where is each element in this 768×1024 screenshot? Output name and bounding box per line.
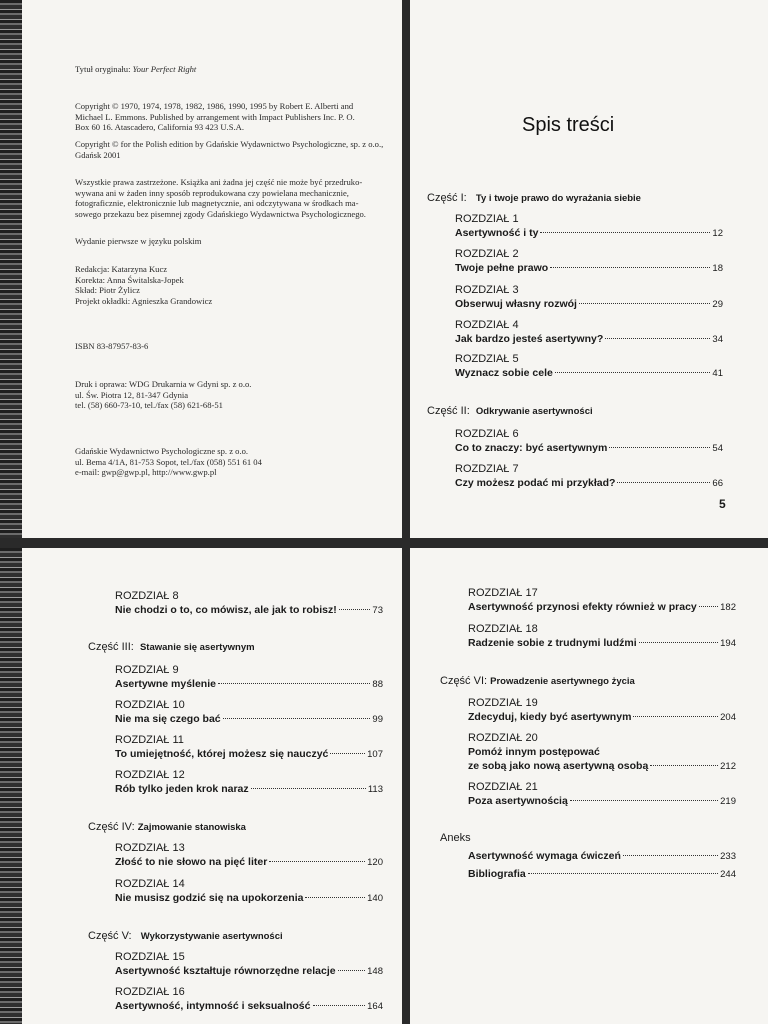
toc-entry[interactable]: ROZDZIAŁ 11 To umiejętność, której możesz się nauczyć 107 <box>115 734 383 760</box>
part-heading: Część I: Ty i twoje prawo do wyrażania siebie <box>427 192 641 204</box>
toc-entry[interactable]: ROZDZIAŁ 9 Asertywne myślenie 88 <box>115 664 383 690</box>
isbn: ISBN 83-87957-83-6 <box>75 341 149 351</box>
toc-entry[interactable]: ROZDZIAŁ 6 Co to znaczy: być asertywnym 54 <box>455 428 723 454</box>
part-heading: Część V: Wykorzystywanie asertywności <box>88 930 283 942</box>
credits: Redakcja: Katarzyna Kucz Korekta: Anna Świtalska-Jopek Skład: Piotr Żylicz Projekt okładki: Agnieszka Grandowicz <box>75 264 213 306</box>
toc-page-2 <box>0 548 402 1024</box>
toc-entry[interactable]: ROZDZIAŁ 12 Rób tylko jeden krok naraz 113 <box>115 769 383 795</box>
copyright-notice: Copyright © 1970, 1974, 1978, 1982, 1986, 1990, 1995 by Robert E. Alberti and Michael L. Emmons. Published by arrangement with Impact Publishers Inc. P. O. Box 60 16. Atascadero, California 93 423 U.S.A. <box>75 101 355 132</box>
copyright-page <box>0 0 402 538</box>
toc-entry[interactable]: ROZDZIAŁ 5 Wyznacz sobie cele 41 <box>455 353 723 379</box>
toc-entry[interactable]: ROZDZIAŁ 15 Asertywność kształtuje równorzędne relacje 148 <box>115 951 383 977</box>
toc-entry[interactable]: ROZDZIAŁ 2 Twoje pełne prawo 18 <box>455 248 723 274</box>
toc-page-3 <box>410 548 768 1024</box>
toc-entry[interactable]: ROZDZIAŁ 8 Nie chodzi o to, co mówisz, ale jak to robisz! 73 <box>115 590 383 616</box>
toc-entry[interactable]: ROZDZIAŁ 3 Obserwuj własny rozwój 29 <box>455 284 723 310</box>
toc-entry[interactable]: ROZDZIAŁ 14 Nie musisz godzić się na upokorzenia 140 <box>115 878 383 904</box>
toc-entry[interactable]: Bibliografia 244 <box>468 868 736 880</box>
toc-entry[interactable]: ROZDZIAŁ 21 Poza asertywnością 219 <box>468 781 736 807</box>
toc-entry[interactable]: ROZDZIAŁ 19 Zdecyduj, kiedy być asertywnym 204 <box>468 697 736 723</box>
toc-entry[interactable]: ROZDZIAŁ 17 Asertywność przynosi efekty również w pracy 182 <box>468 587 736 613</box>
annex-heading: Aneks <box>440 832 471 844</box>
edition-note: Wydanie pierwsze w języku polskim <box>75 236 202 246</box>
part-heading: Część II: Odkrywanie asertywności <box>427 405 593 417</box>
publisher-info: Gdańskie Wydawnictwo Psychologiczne sp. z o.o. ul. Bema 4/1A, 81-753 Sopot, tel./fax (058) 551 61 04 e-mail: gwp@gwp.pl, http://www.gwp.pl <box>75 446 262 477</box>
toc-entry[interactable]: ROZDZIAŁ 4 Jak bardzo jesteś asertywny? 34 <box>455 319 723 345</box>
toc-entry[interactable]: ROZDZIAŁ 13 Złość to nie słowo na pięć liter 120 <box>115 842 383 868</box>
original-title: Tytuł oryginału: Your Perfect Right <box>75 64 197 74</box>
toc-entry[interactable]: ROZDZIAŁ 7 Czy możesz podać mi przykład? 66 <box>455 463 723 489</box>
part-heading: Część VI: Prowadzenie asertywnego życia <box>440 675 635 687</box>
toc-title: Spis treści <box>522 114 615 136</box>
part-heading: Część III: Stawanie się asertywnym <box>88 641 255 653</box>
toc-entry[interactable]: Asertywność wymaga ćwiczeń 233 <box>468 850 736 862</box>
toc-page-1 <box>410 0 768 538</box>
toc-entry[interactable]: ROZDZIAŁ 16 Asertywność, intymność i seksualność 164 <box>115 986 383 1012</box>
toc-entry[interactable]: ROZDZIAŁ 10 Nie ma się czego bać 99 <box>115 699 383 725</box>
printer-info: Druk i oprawa: WDG Drukarnia w Gdyni sp. z o.o. ul. Św. Piotra 12, 81-347 Gdynia tel. (58) 660-73-10, tel./fax (58) 621-68-51 <box>75 379 252 410</box>
page-number: 5 <box>719 497 726 511</box>
polish-copyright: Copyright © for the Polish edition by Gdańskie Wydawnictwo Psychologiczne, sp. z o.o., Gdańsk 2001 <box>75 139 384 160</box>
toc-entry[interactable]: ROZDZIAŁ 1 Asertywność i ty 12 <box>455 213 723 239</box>
part-heading: Część IV: Zajmowanie stanowiska <box>88 821 246 833</box>
toc-entry[interactable]: ROZDZIAŁ 20 Pomóż innym postępować ze sobą jako nową asertywną osobą 212 <box>468 732 736 772</box>
scan-binding-edge <box>0 548 22 1024</box>
toc-entry[interactable]: ROZDZIAŁ 18 Radzenie sobie z trudnymi ludźmi 194 <box>468 623 736 649</box>
rights-notice: Wszystkie prawa zastrzeżone. Książka ani żadna jej część nie może być przedruko- wywana ani w żaden inny sposób reprodukowana czy powielana mechanicznie, fotograficznie, elektronicznie lub magnetycznie, ani odczytywana w środkach ma- sowego przekazu bez pisemnej zgody Gdańskiego Wydawnictwa Psychologicznego. <box>75 177 366 219</box>
scan-binding-edge <box>0 0 22 538</box>
